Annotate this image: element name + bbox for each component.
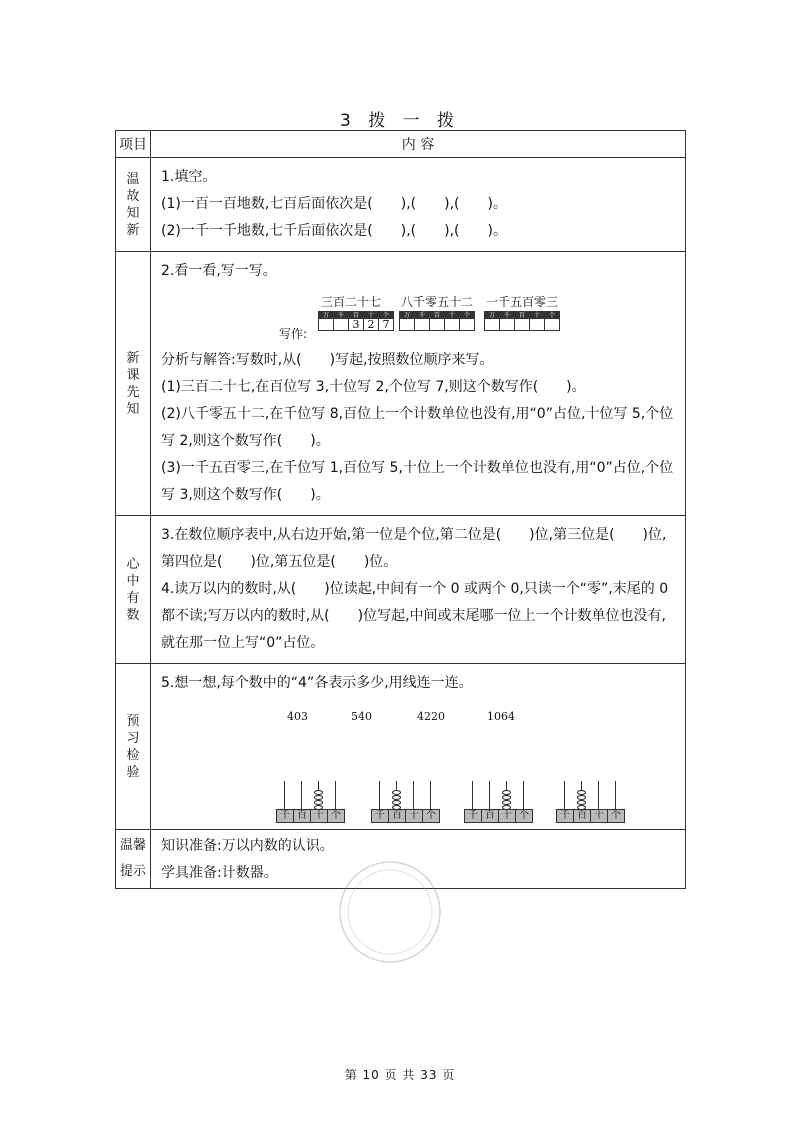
abacus-rod — [615, 781, 616, 811]
grid-value: 2 — [367, 318, 375, 331]
grid-value — [460, 319, 474, 330]
abacus-place-label: 个 — [327, 810, 344, 822]
abacus-bead — [502, 800, 511, 805]
abacus-bead — [392, 790, 401, 795]
grid-header: 十 — [445, 312, 459, 319]
grid-header: 十 — [530, 312, 544, 319]
abacus-place-label: 百 — [481, 810, 498, 822]
abacus-place-label: 个 — [515, 810, 532, 822]
section-yuxi — [151, 664, 686, 830]
question-1: 1.填空。 — [161, 169, 217, 185]
question-4: 4.读万以内的数时,从( )位读起,中间有一个 0 或两个 0,只读一个“零”,末尾的 0 都不读;写万以内的数时,从( )位写起,中间或末尾哪一位上一个计数单位也没有,就在那一位上写“0”占位。 — [161, 581, 669, 651]
grid-header: 个 — [460, 312, 474, 319]
grid-value — [400, 319, 414, 330]
abacus-place-label: 百 — [388, 810, 405, 822]
grid-value — [515, 319, 529, 330]
question-1-1: (1)一百一百地数,七百后面依次是( ),( ),( )。 — [161, 196, 507, 212]
section-label-xinke — [116, 252, 151, 516]
abacus-rod — [472, 781, 473, 811]
grid-value — [485, 319, 499, 330]
abacus-place-label: 十 — [310, 810, 327, 822]
abacus-place-label: 千 — [372, 810, 388, 822]
abacus-rod — [489, 781, 490, 811]
place-grid — [484, 311, 560, 331]
grid-value — [530, 319, 544, 330]
abacus-base — [371, 809, 440, 823]
number-option: 540 — [351, 710, 372, 723]
section-label-text: 心中有数 — [126, 556, 140, 623]
grid-header: 百 — [349, 312, 363, 319]
abacus-bead — [392, 800, 401, 805]
grid-value — [545, 319, 559, 330]
analysis-3: (3)一千五百零三,在千位写 1,百位写 5,十位上一个计数单位也没有,用“0”占位,个位写 3,则这个数写作( )。 — [161, 460, 674, 503]
tip-knowledge: 知识准备:万以内数的认识。 — [161, 838, 334, 854]
grid-value — [334, 319, 348, 330]
question-3: 3.在数位顺序表中,从右边开始,第一位是个位,第二位是( )位,第三位是( )位,第四位是( )位,第五位是( )位。 — [161, 527, 667, 570]
abacus-base — [464, 809, 533, 823]
write-label: 写作: — [279, 327, 308, 341]
section-label-text: 提示 — [119, 864, 146, 879]
number-option: 403 — [287, 710, 308, 723]
abacus-bead — [314, 790, 323, 795]
section-label-tishi — [116, 830, 151, 889]
abacus-place-label: 千 — [557, 810, 573, 822]
section-xinzhong — [151, 516, 686, 664]
section-label-xinzhong — [116, 516, 151, 664]
section-xinke — [151, 252, 686, 516]
abacus-rod — [379, 781, 380, 811]
abacus-rod — [301, 781, 302, 811]
analysis-text: 分析与解答:写数时,从( )写起,按照数位顺序来写。 — [161, 352, 494, 368]
grid-header: 个 — [379, 312, 393, 319]
grid-header: 千 — [415, 312, 429, 319]
section-label-wengu — [116, 158, 151, 252]
question-5: 5.想一想,每个数中的“4”各表示多少,用线连一连。 — [161, 675, 473, 691]
analysis-1: (1)三百二十七,在百位写 3,十位写 2,个位写 7,则这个数写作( )。 — [161, 379, 586, 395]
abacus-rod — [413, 781, 414, 811]
abacus-place-label: 百 — [293, 810, 310, 822]
grid-header: 百 — [430, 312, 444, 319]
abacus-rod — [430, 781, 431, 811]
abacus-place-label: 十 — [405, 810, 422, 822]
grid-header: 万 — [319, 312, 333, 319]
abacus-bead — [392, 795, 401, 800]
abacus-rod — [598, 781, 599, 811]
abacus — [371, 781, 439, 823]
abacus-place-label: 百 — [573, 810, 590, 822]
abacus-place-label: 十 — [498, 810, 515, 822]
abacus — [276, 781, 344, 823]
page-title: 3 拨 一 拨 — [339, 111, 461, 131]
place-grid — [399, 311, 475, 331]
place-value-blocks — [161, 285, 677, 347]
abacus-bead — [314, 795, 323, 800]
abacus-base — [556, 809, 625, 823]
grid-value — [500, 319, 514, 330]
abacus-bead — [577, 790, 586, 795]
grid-value: 7 — [382, 318, 390, 331]
section-label-text: 新课先知 — [126, 350, 140, 417]
grid-header: 万 — [400, 312, 414, 319]
grid-header: 百 — [515, 312, 529, 319]
grid-header: 十 — [364, 312, 378, 319]
page-footer: 第 10 页 共 33 页 — [344, 1068, 456, 1082]
grid-value — [319, 319, 333, 330]
header-item: 项目 — [116, 131, 151, 158]
block-label: 八千零五十二 — [401, 295, 474, 309]
abacus — [556, 781, 624, 823]
abacus-place-label: 十 — [590, 810, 607, 822]
section-label-text: 温故知新 — [126, 171, 140, 238]
matching-area — [161, 697, 677, 823]
abacus-rod — [564, 781, 565, 811]
section-label-yuxi — [116, 664, 151, 830]
tip-tools: 学具准备:计数器。 — [161, 865, 278, 881]
abacus-bead — [577, 795, 586, 800]
section-label-text: 温馨 — [119, 838, 146, 853]
number-option: 4220 — [417, 710, 445, 723]
grid-value: 3 — [352, 318, 360, 331]
grid-value — [415, 319, 429, 330]
abacus-base — [276, 809, 345, 823]
abacus-place-label: 千 — [465, 810, 481, 822]
lesson-table — [115, 130, 686, 889]
abacus-rod — [284, 781, 285, 811]
number-option: 1064 — [487, 710, 515, 723]
abacus-place-label: 个 — [422, 810, 439, 822]
abacus-rod — [335, 781, 336, 811]
abacus — [464, 781, 532, 823]
watermark-stamp — [320, 852, 460, 972]
question-2: 2.看一看,写一写。 — [161, 263, 277, 279]
place-grid — [318, 311, 394, 331]
header-content: 内 容 — [151, 131, 686, 158]
grid-header: 千 — [500, 312, 514, 319]
grid-header: 个 — [545, 312, 559, 319]
abacus-rod — [523, 781, 524, 811]
analysis-2: (2)八千零五十二,在千位写 8,百位上一个计数单位也没有,用“0”占位,十位写 5,个位写 2,则这个数写作( )。 — [161, 406, 674, 449]
question-1-2: (2)一千一千地数,七千后面依次是( ),( ),( )。 — [161, 223, 507, 239]
block-label: 一千五百零三 — [486, 295, 559, 309]
section-label-text: 预习检验 — [126, 713, 140, 780]
grid-value — [445, 319, 459, 330]
block-label: 三百二十七 — [321, 295, 382, 309]
abacus-bead — [577, 800, 586, 805]
abacus-bead — [502, 790, 511, 795]
abacus-place-label: 个 — [607, 810, 624, 822]
abacus-bead — [502, 795, 511, 800]
grid-value — [430, 319, 444, 330]
grid-header: 千 — [334, 312, 348, 319]
grid-header: 万 — [485, 312, 499, 319]
abacus-place-label: 千 — [277, 810, 293, 822]
section-wengu — [151, 158, 686, 252]
abacus-bead — [314, 800, 323, 805]
